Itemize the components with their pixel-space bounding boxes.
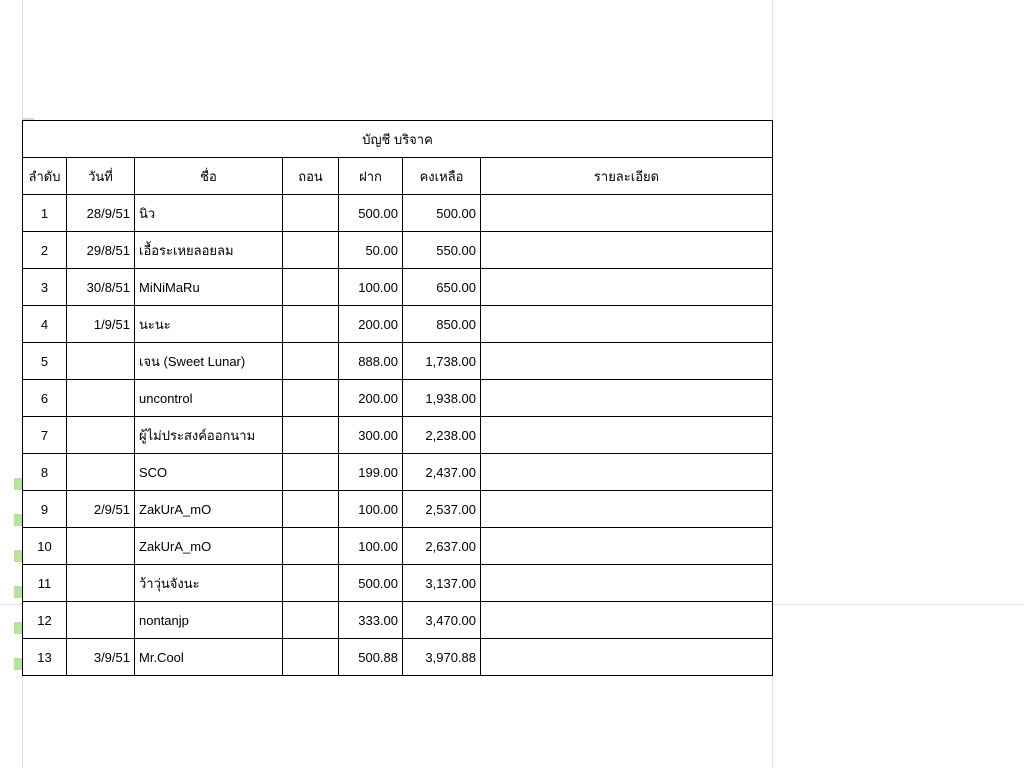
- cell-deposit: 333.00: [339, 602, 403, 639]
- cell-date: 1/9/51: [67, 306, 135, 343]
- column-header-date: วันที่: [67, 158, 135, 195]
- column-header-no: ลำดับ: [23, 158, 67, 195]
- column-header-balance: คงเหลือ: [403, 158, 481, 195]
- cell-date: 29/8/51: [67, 232, 135, 269]
- cell-name: ผู้ไม่ประสงค์ออกนาม: [135, 417, 283, 454]
- cell-note: [481, 343, 773, 380]
- cell-no: 4: [23, 306, 67, 343]
- cell-date: 3/9/51: [67, 639, 135, 676]
- row-marker: [14, 514, 22, 526]
- cell-note: [481, 380, 773, 417]
- row-marker: [14, 478, 22, 490]
- cell-deposit: 500.88: [339, 639, 403, 676]
- cell-date: [67, 528, 135, 565]
- table-title-row: [23, 121, 773, 158]
- cell-date: [67, 417, 135, 454]
- cell-name: นะนะ: [135, 306, 283, 343]
- cell-balance: 2,437.00: [403, 454, 481, 491]
- cell-withdraw: [283, 639, 339, 676]
- row-marker: [14, 586, 22, 598]
- cell-note: [481, 565, 773, 602]
- cell-no: 8: [23, 454, 67, 491]
- cell-withdraw: [283, 306, 339, 343]
- cell-name: เจน (Sweet Lunar): [135, 343, 283, 380]
- cell-deposit: 500.00: [339, 195, 403, 232]
- cell-name: uncontrol: [135, 380, 283, 417]
- cell-withdraw: [283, 232, 339, 269]
- cell-withdraw: [283, 491, 339, 528]
- cell-deposit: 300.00: [339, 417, 403, 454]
- cell-date: [67, 602, 135, 639]
- cell-withdraw: [283, 269, 339, 306]
- cell-note: [481, 528, 773, 565]
- cell-name: Mr.Cool: [135, 639, 283, 676]
- table-row[interactable]: [23, 269, 773, 306]
- column-header-deposit: ฝาก: [339, 158, 403, 195]
- cell-balance: 2,637.00: [403, 528, 481, 565]
- cell-note: [481, 195, 773, 232]
- cell-balance: 1,738.00: [403, 343, 481, 380]
- cell-balance: 3,470.00: [403, 602, 481, 639]
- cell-date: 2/9/51: [67, 491, 135, 528]
- table-row[interactable]: [23, 306, 773, 343]
- cell-date: 30/8/51: [67, 269, 135, 306]
- cell-deposit: 199.00: [339, 454, 403, 491]
- cell-balance: 550.00: [403, 232, 481, 269]
- column-header-note: รายละเอียด: [481, 158, 773, 195]
- cell-deposit: 100.00: [339, 491, 403, 528]
- cell-note: [481, 454, 773, 491]
- cell-no: 6: [23, 380, 67, 417]
- cell-withdraw: [283, 528, 339, 565]
- cell-name: nontanjp: [135, 602, 283, 639]
- cell-no: 10: [23, 528, 67, 565]
- cell-date: [67, 454, 135, 491]
- cell-no: 11: [23, 565, 67, 602]
- cell-balance: 1,938.00: [403, 380, 481, 417]
- cell-deposit: 500.00: [339, 565, 403, 602]
- table-row[interactable]: [23, 602, 773, 639]
- row-marker: [14, 658, 22, 670]
- cell-no: 13: [23, 639, 67, 676]
- cell-deposit: 200.00: [339, 380, 403, 417]
- table-row[interactable]: [23, 639, 773, 676]
- table-row[interactable]: [23, 417, 773, 454]
- row-marker: [14, 550, 22, 562]
- table-row[interactable]: [23, 454, 773, 491]
- cell-withdraw: [283, 380, 339, 417]
- cell-deposit: 200.00: [339, 306, 403, 343]
- cell-balance: 3,970.88: [403, 639, 481, 676]
- cell-no: 1: [23, 195, 67, 232]
- table-row[interactable]: [23, 343, 773, 380]
- cell-withdraw: [283, 195, 339, 232]
- cell-date: 28/9/51: [67, 195, 135, 232]
- table-header-row: [23, 158, 773, 195]
- table-row[interactable]: [23, 491, 773, 528]
- cell-deposit: 100.00: [339, 269, 403, 306]
- cell-note: [481, 417, 773, 454]
- cell-deposit: 100.00: [339, 528, 403, 565]
- page-title: บัญชี บริจาค: [23, 121, 773, 158]
- donation-ledger-sheet: [22, 120, 772, 676]
- cell-no: 3: [23, 269, 67, 306]
- cell-balance: 650.00: [403, 269, 481, 306]
- column-header-name: ชื่อ: [135, 158, 283, 195]
- table-row[interactable]: [23, 565, 773, 602]
- cell-no: 12: [23, 602, 67, 639]
- cell-date: [67, 565, 135, 602]
- cell-withdraw: [283, 602, 339, 639]
- cell-name: MiNiMaRu: [135, 269, 283, 306]
- cell-note: [481, 639, 773, 676]
- cell-withdraw: [283, 343, 339, 380]
- table-row[interactable]: [23, 528, 773, 565]
- cell-no: 2: [23, 232, 67, 269]
- cell-note: [481, 269, 773, 306]
- cell-no: 9: [23, 491, 67, 528]
- cell-note: [481, 602, 773, 639]
- cell-name: นิว: [135, 195, 283, 232]
- table-row[interactable]: [23, 195, 773, 232]
- cell-date: [67, 343, 135, 380]
- cell-no: 7: [23, 417, 67, 454]
- cell-name: ZakUrA_mO: [135, 491, 283, 528]
- cell-deposit: 50.00: [339, 232, 403, 269]
- cell-withdraw: [283, 417, 339, 454]
- cell-balance: 500.00: [403, 195, 481, 232]
- cell-balance: 2,238.00: [403, 417, 481, 454]
- cell-name: SCO: [135, 454, 283, 491]
- cell-name: เอื้อระเหยลอยลม: [135, 232, 283, 269]
- column-header-withdraw: ถอน: [283, 158, 339, 195]
- cell-deposit: 888.00: [339, 343, 403, 380]
- table-row[interactable]: [23, 232, 773, 269]
- cell-note: [481, 491, 773, 528]
- cell-note: [481, 232, 773, 269]
- cell-name: ว้าวุ่นจังนะ: [135, 565, 283, 602]
- cell-name: ZakUrA_mO: [135, 528, 283, 565]
- cell-balance: 850.00: [403, 306, 481, 343]
- cell-balance: 3,137.00: [403, 565, 481, 602]
- table-row[interactable]: [23, 380, 773, 417]
- cell-withdraw: [283, 565, 339, 602]
- cell-note: [481, 306, 773, 343]
- cell-withdraw: [283, 454, 339, 491]
- ledger-table: [22, 120, 773, 676]
- row-marker: [14, 622, 22, 634]
- cell-no: 5: [23, 343, 67, 380]
- cell-balance: 2,537.00: [403, 491, 481, 528]
- cell-date: [67, 380, 135, 417]
